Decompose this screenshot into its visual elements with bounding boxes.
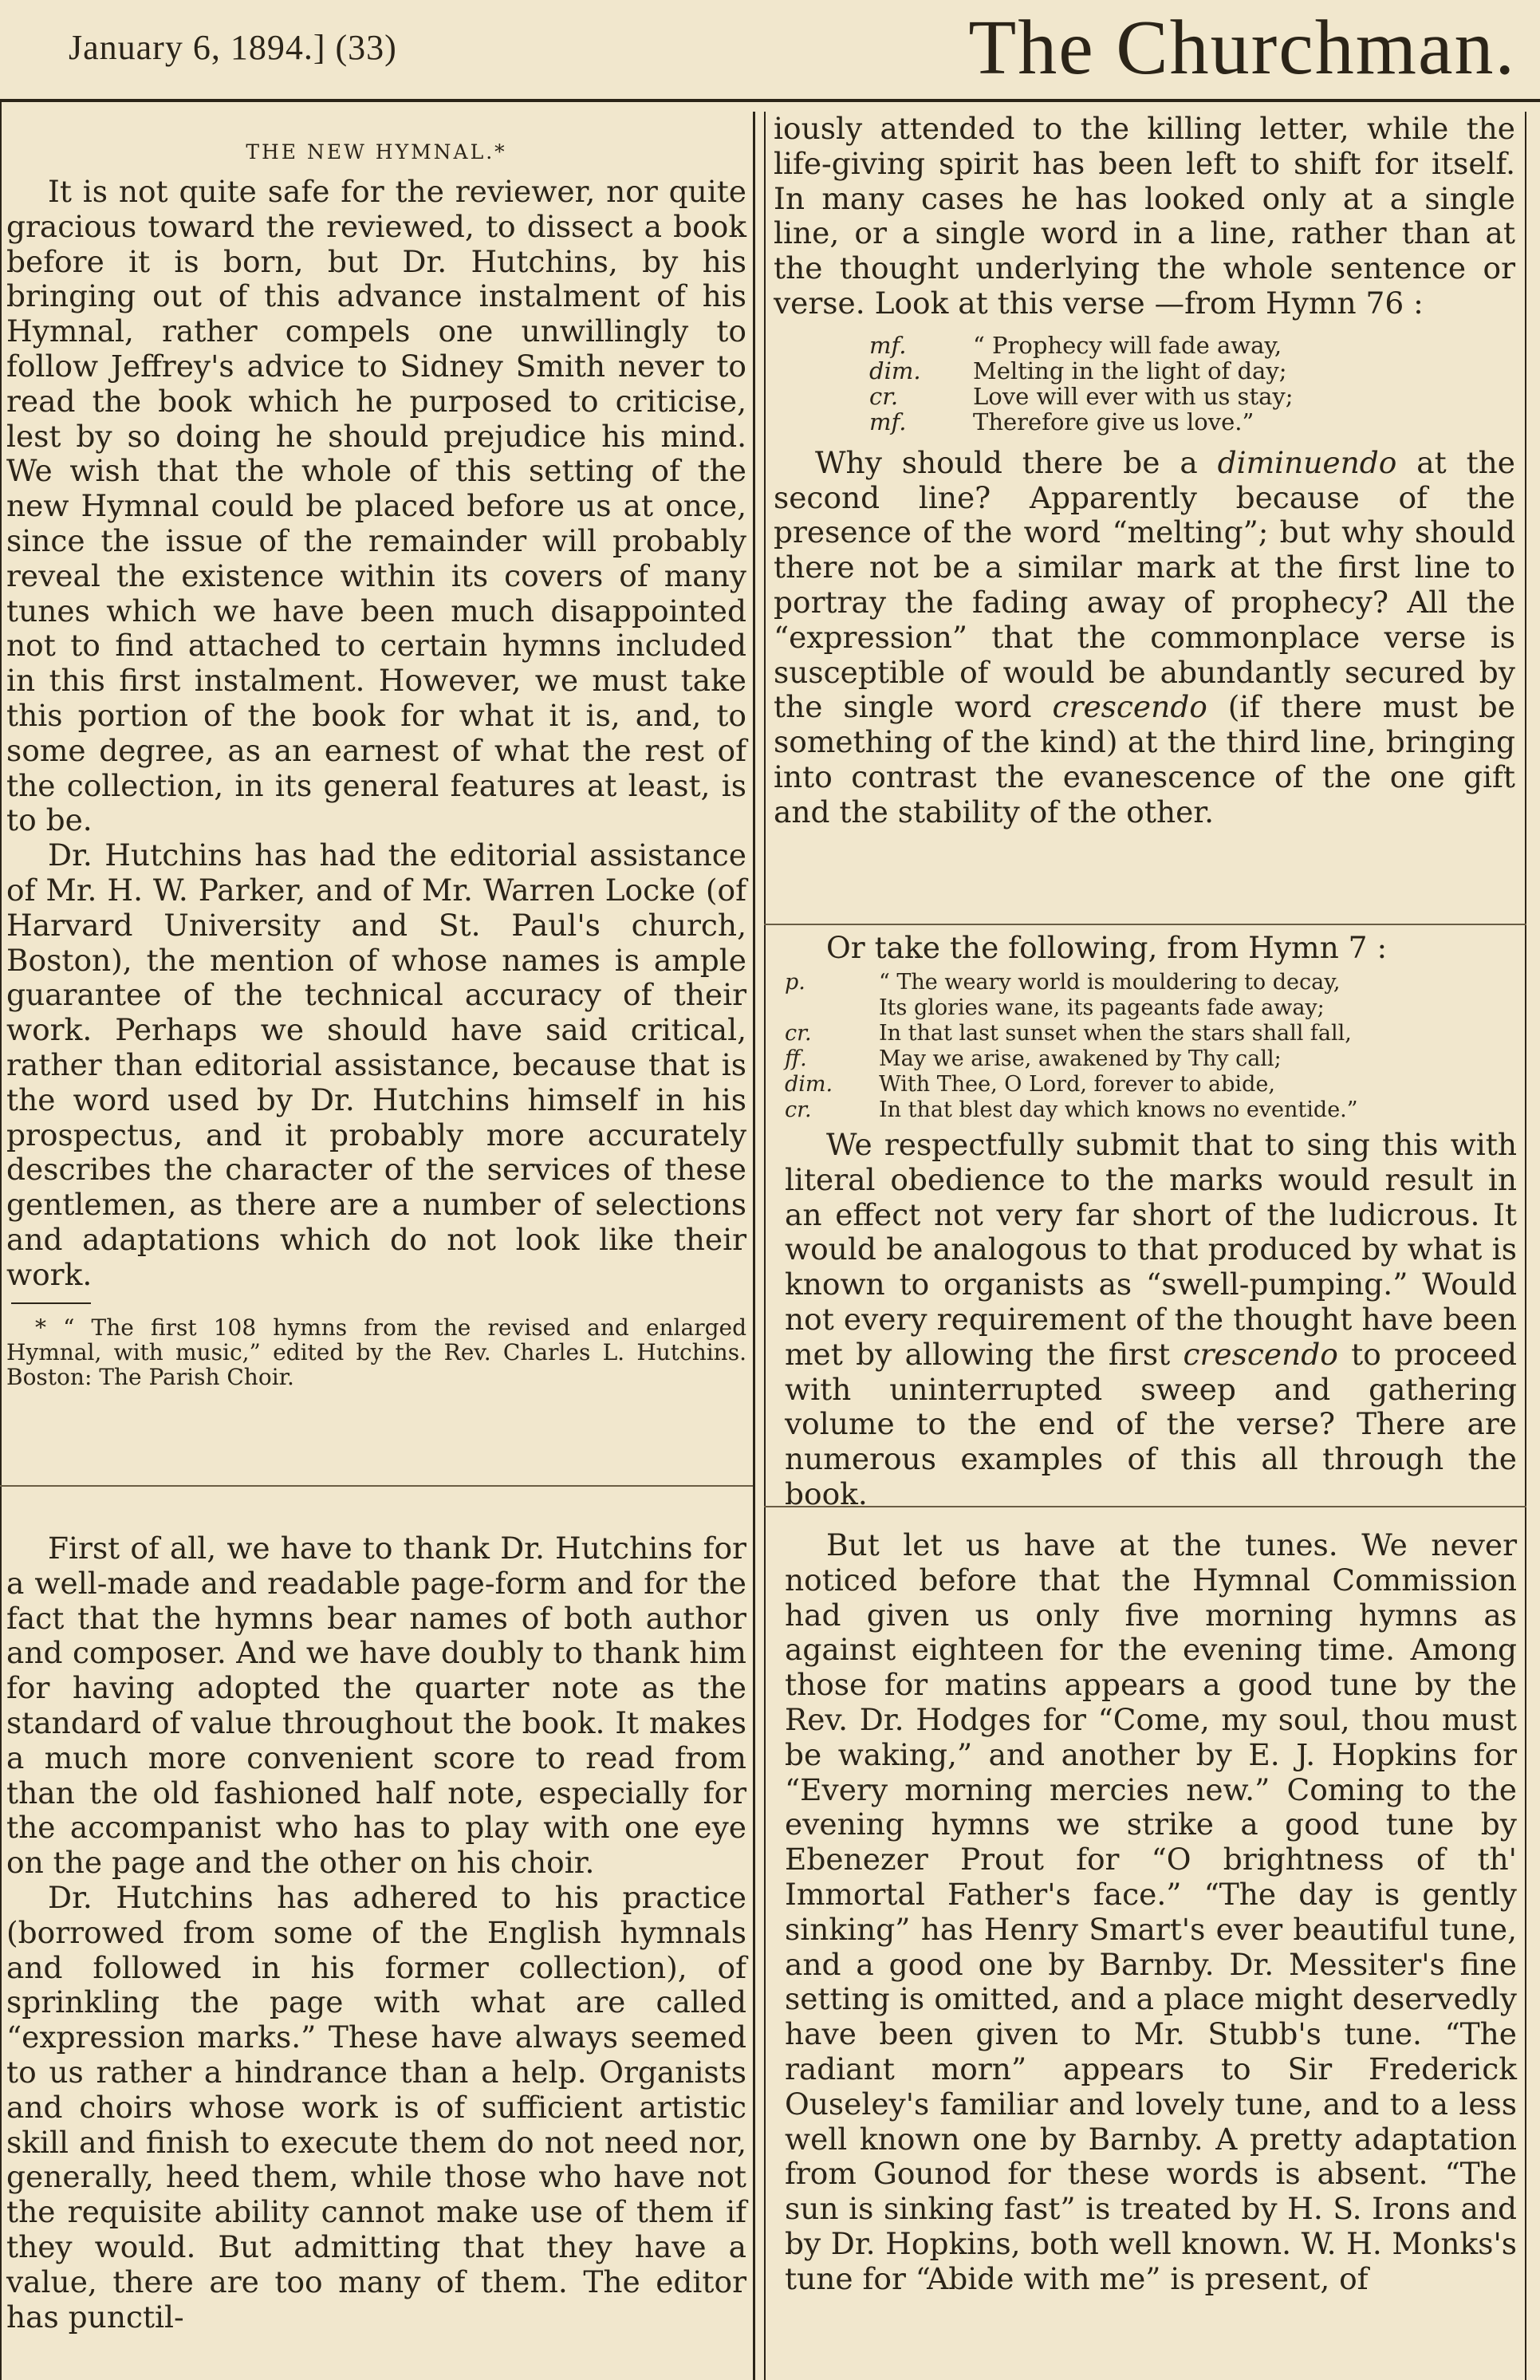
expression-mark: p. <box>785 970 805 995</box>
column-divider <box>753 112 755 2380</box>
text-run: Why should there be a <box>815 444 1218 480</box>
verse-line <box>785 1072 1517 1097</box>
verse-text: Love will ever with us stay; <box>973 382 1294 410</box>
article-heading: THE NEW HYMNAL.* <box>246 140 507 164</box>
verse-line <box>785 1046 1517 1072</box>
right-frame-left <box>764 112 766 2380</box>
verse-text: Its glories wane, its pageants fade away; <box>879 995 1325 1020</box>
right-column-top <box>774 112 1515 830</box>
footnote-text: * “ The first 108 hymns from the revised and enlarged Hymnal, with music,” edited by the Rev. Charles L. Hutchins. Boston: The Parish Choir. <box>6 1314 746 1390</box>
paragraph: iously attended to the killing letter, while the life-giving spirit has been left to shift for itself. In many cases he has looked only at a single line, or a single word in a line, rather than at the thought underlying the whole sentence or verse. Look at this verse —from Hymn 76 : <box>774 111 1515 321</box>
paragraph <box>774 446 1515 830</box>
verse-line <box>869 384 1515 409</box>
text-run: We respectfully submit that to sing this with literal obedience to the marks would result in an effect not very far short of the ludicrous. It would be analogous to that produced by what is known to organists as “swell-pumping.” Would not every requirement of the thought have been met by allowing the first <box>785 1127 1517 1372</box>
expression-mark: cr. <box>785 1097 812 1122</box>
paragraph <box>785 1128 1517 1512</box>
verse-intro: Or take the following, from Hymn 7 : <box>826 930 1388 965</box>
verse-line <box>785 970 1517 995</box>
verse-text: “ Prophecy will fade away, <box>973 331 1282 359</box>
verse-text: May we arise, awakened by Thy call; <box>879 1046 1282 1071</box>
right-column-bottom <box>785 1528 1517 2297</box>
verse-text: “ The weary world is mouldering to decay, <box>879 970 1341 995</box>
italic-term: crescendo <box>1183 1336 1338 1372</box>
footnote-rule <box>11 1302 91 1304</box>
verse-line <box>785 1021 1517 1046</box>
right-column-middle <box>785 930 1517 1512</box>
verse-text: Melting in the light of day; <box>973 357 1287 384</box>
italic-term: diminuendo <box>1217 444 1397 480</box>
verse-line <box>785 995 1517 1021</box>
text-run: (if there must be something of the kind) at the third line, bringing into contrast the evanescence of the one gift and the stability of the other. <box>774 689 1515 829</box>
left-column-bottom <box>6 1531 746 2335</box>
paragraph: First of all, we have to thank Dr. Hutchins for a well-made and readable page-form and for the fact that the hymns bear names of both author and composer. And we have doubly to thank him for having adopted the quarter note as the standard of value throughout the book. It makes a much more convenient score to read from than the old fashioned half note, especially for the accompanist who has to play with one eye on the page and the other on his choir. <box>6 1531 746 1881</box>
newspaper-title: The Churchman. <box>968 5 1516 91</box>
verse-line <box>869 333 1515 358</box>
verse-text: In that last sunset when the stars shall fall, <box>879 1021 1352 1046</box>
left-column-top <box>6 140 746 1389</box>
verse-line <box>785 1097 1517 1123</box>
verse-text: In that blest day which knows no eventide.” <box>879 1097 1358 1122</box>
hymn-7-verse <box>785 970 1517 1123</box>
paragraph: Dr. Hutchins has adhered to his practice (borrowed from some of the English hymnals and followed in his former collection), of sprinkling the page with what are called “expression marks.” These have always seemed to us rather a hindrance than a help. Organists and choirs whose work is of sufficient artistic skill and finish to execute them do not need nor, generally, heed them, while those who have not the requisite ability cannot make use of them if they would. But admitting that they have a value, there are too many of them. The editor has punctil- <box>6 1879 746 2335</box>
masthead <box>0 0 1540 102</box>
footnote <box>6 1315 746 1389</box>
expression-mark: dim. <box>785 1072 833 1097</box>
left-clipping-break <box>0 1485 753 1487</box>
verse-text: With Thee, O Lord, forever to abide, <box>879 1072 1275 1097</box>
expression-mark: ff. <box>785 1046 807 1071</box>
expression-mark: dim. <box>869 357 921 384</box>
verse-line <box>869 358 1515 384</box>
right-clipping-break <box>764 924 1526 925</box>
issue-date: January 6, 1894.] (33) <box>69 28 397 67</box>
verse-line <box>869 409 1515 435</box>
expression-mark: cr. <box>785 1021 812 1046</box>
text-run: to proceed with uninterrupted sweep and gathering volume to the end of the verse? There are numerous examples of this all through the book. <box>785 1336 1518 1511</box>
left-border <box>0 102 2 2380</box>
text-run: at the second line? Apparently because of the presence of the word “melting”; but why should there not be a similar mark at the first line to portray the fading away of prophecy? All the “expression” that the commonplace verse is susceptible of would be abundantly secured by the single word <box>774 444 1515 725</box>
italic-term: crescendo <box>1052 689 1207 725</box>
expression-mark <box>785 995 879 1021</box>
expression-mark: mf. <box>869 408 907 435</box>
paragraph: It is not quite safe for the reviewer, nor quite gracious toward the reviewed, to dissect a book before it is born, but Dr. Hutchins, by his bringing out of this advance instalment of his Hymnal, rather compels one unwillingly to follow Jeffrey's advice to Sidney Smith never to read the book which he purposed to criticise, lest by so doing he should prejudice his mind. We wish that the whole of this setting of the new Hymnal could be placed before us at once, since the issue of the remainder will probably reveal the existence within its covers of many tunes which we have been much disappointed not to find attached to certain hymns included in this first instalment. However, we must take this portion of the book for what it is, and, to some degree, as an earnest of what the rest of the collection, in its general features at least, is to be. <box>6 174 746 838</box>
expression-mark: cr. <box>869 382 899 410</box>
paragraph: Dr. Hutchins has had the editorial assistance of Mr. H. W. Parker, and of Mr. Warren Locke (of Harvard University and St. Paul's church, Boston), the mention of whose names is ample guarantee of the technical accuracy of their work. Perhaps we should have said critical, rather than editorial assistance, because that is the word used by Dr. Hutchins himself in his prospectus, and it probably more accurately describes the character of the services of these gentlemen, as there are a number of selections and adaptations which do not look like their work. <box>6 837 746 1292</box>
right-frame-right <box>1525 112 1526 2380</box>
left-top-text <box>6 175 746 1293</box>
verse-text: Therefore give us love.” <box>973 408 1254 435</box>
paragraph: But let us have at the tunes. We never noticed before that the Hymnal Commission had given us only five morning hymns as against eighteen for the evening time. Among those for matins appears a good tune by the Rev. Dr. Hodges for “Come, my soul, thou must be waking,” and another by E. J. Hopkins for “Every morning mercies new.” Coming to the evening hymns we strike a good tune by Ebenezer Prout for “O brightness of th' Immortal Father's face.” “The day is gently sinking” has Henry Smart's ever beautiful tune, and a good one by Barnby. Dr. Messiter's fine setting is omitted, and a place might deservedly have been given to Mr. Stubb's tune. “The radiant morn” appears to Sir Frederick Ouseley's familiar and lovely tune, and to a less well known one by Barnby. A pretty adaptation from Gounod for these words is absent. “The sun is sinking fast” is treated by H. S. Irons and by Dr. Hopkins, both well known. W. H. Monks's tune for “Abide with me” is present, of <box>785 1527 1517 2296</box>
hymn-76-verse <box>869 333 1515 435</box>
expression-mark: mf. <box>869 331 907 359</box>
masthead-rule <box>0 99 1540 102</box>
